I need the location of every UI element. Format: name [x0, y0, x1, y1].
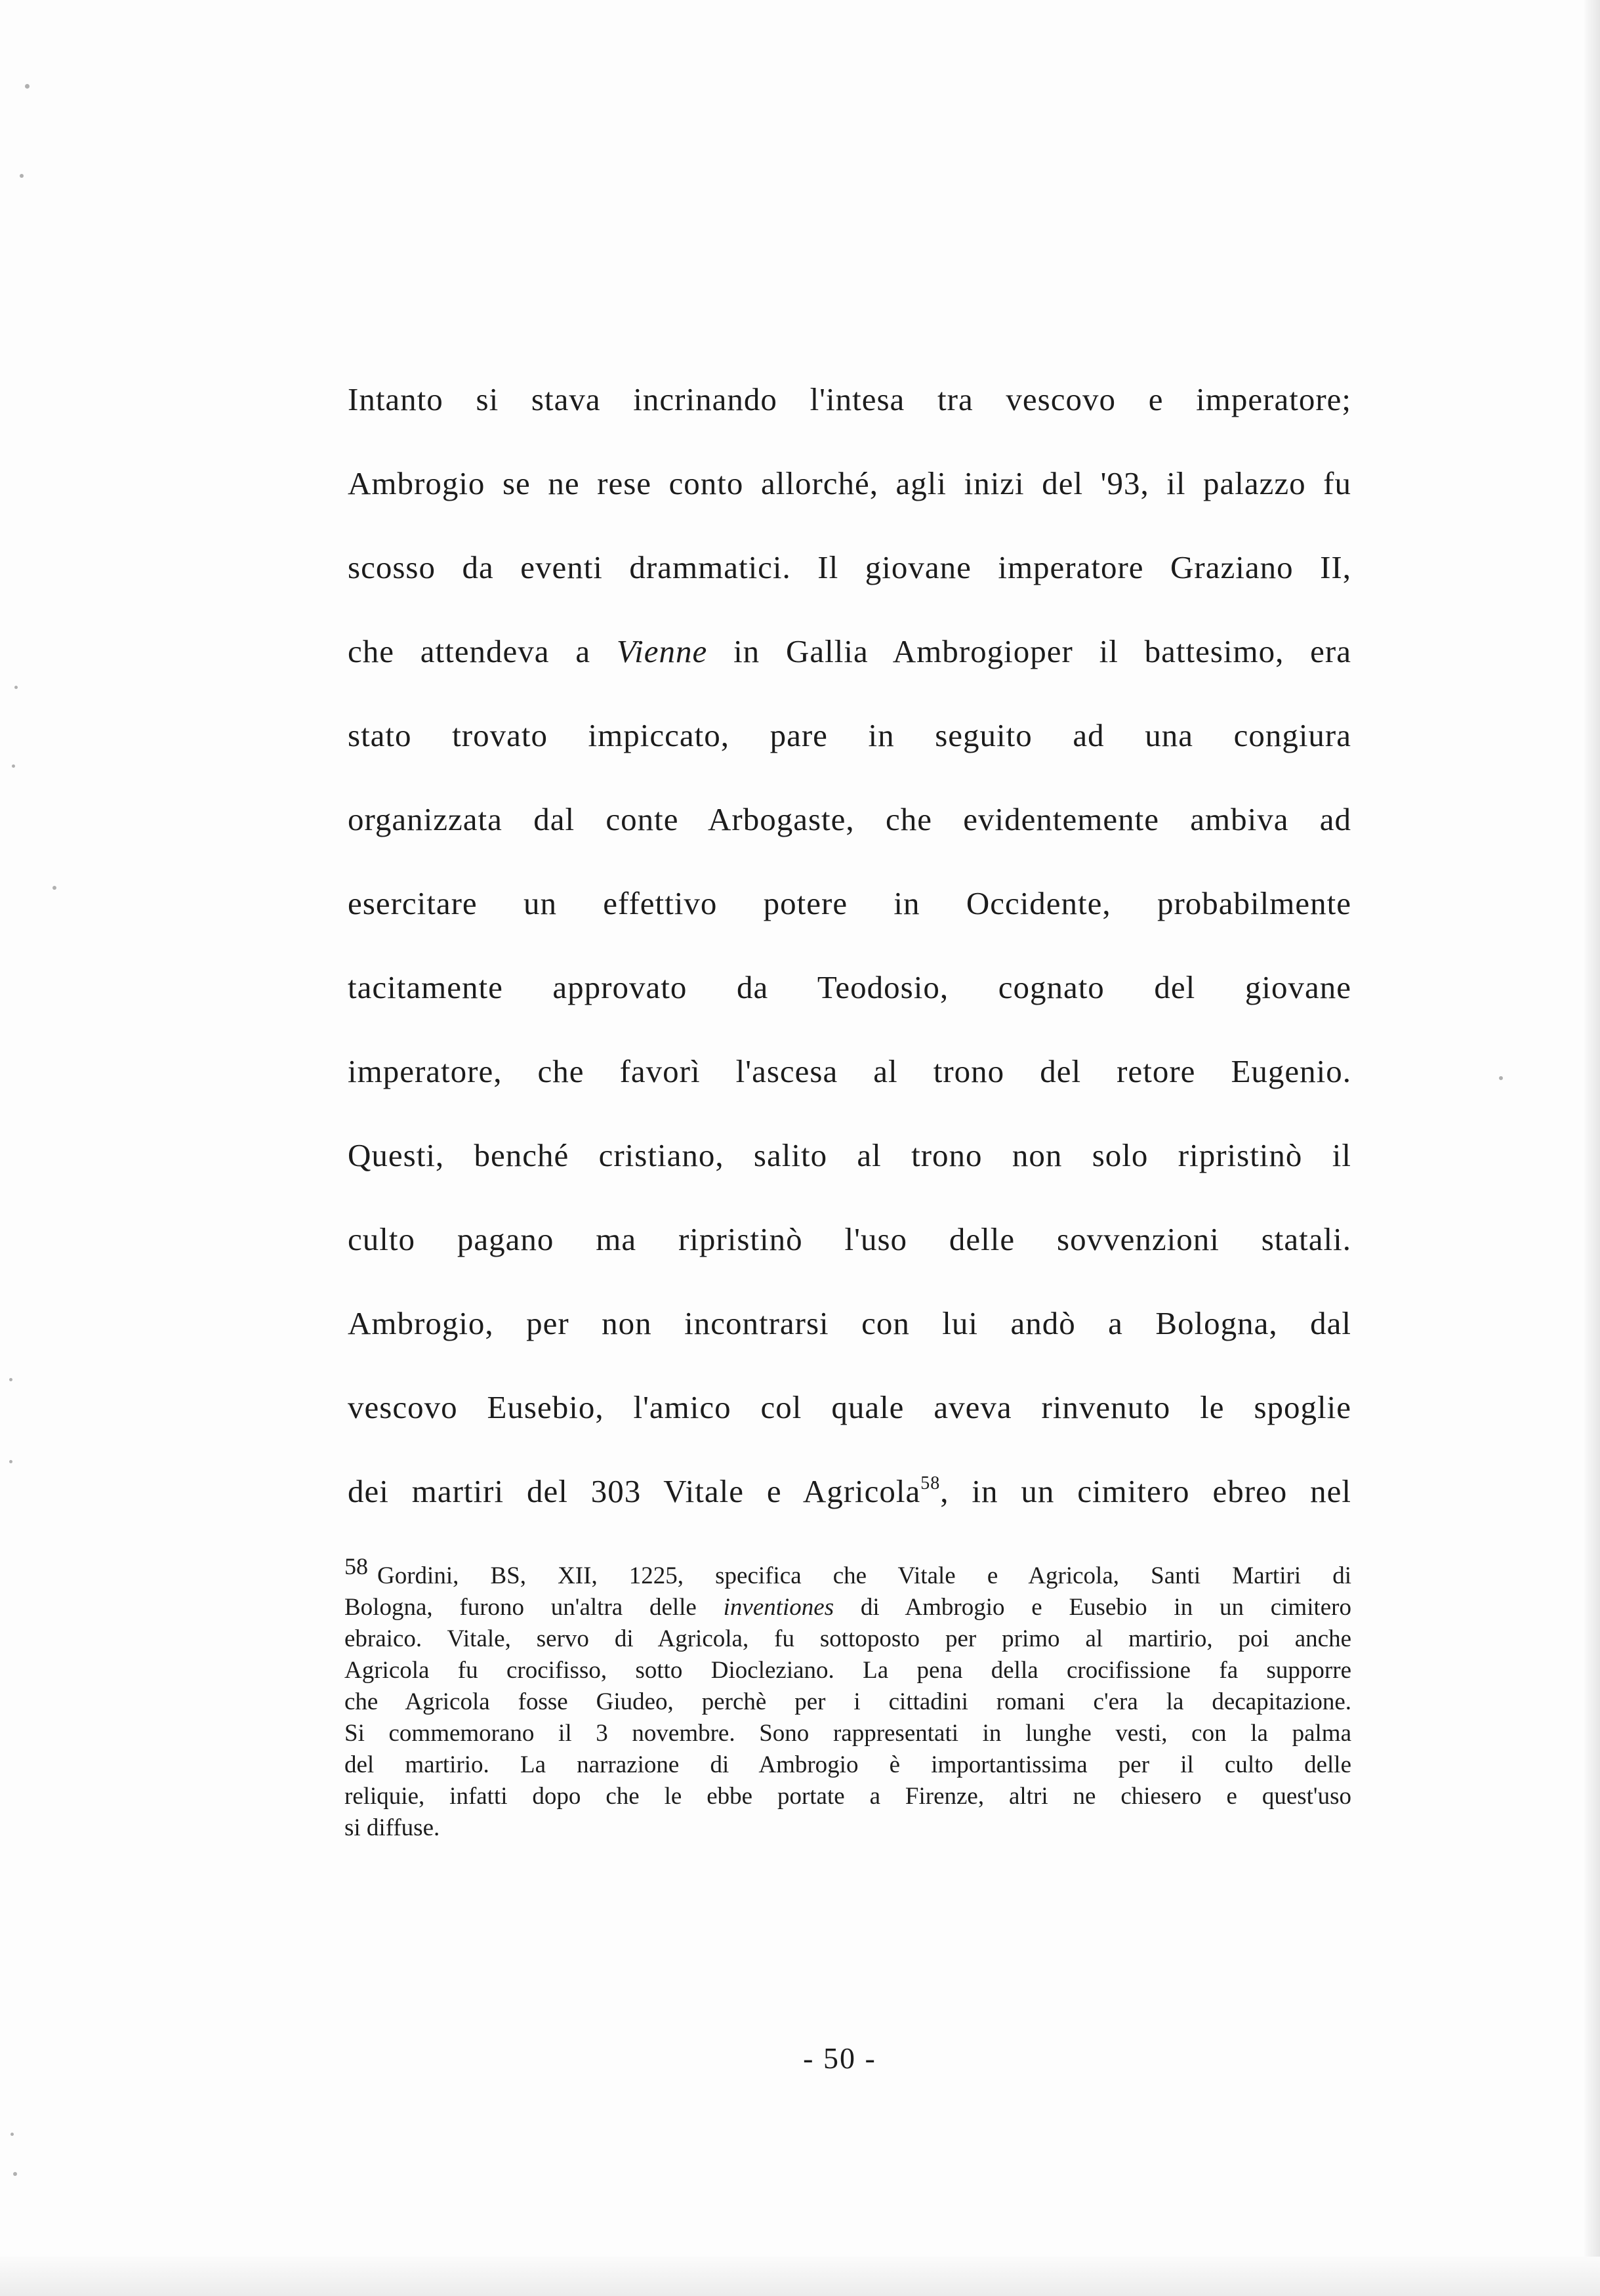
page-edge-right	[1584, 0, 1600, 2296]
body-line: scosso da eventi drammatici. Il giovane imperatore Graziano II,	[348, 549, 1351, 585]
scan-speck	[25, 84, 30, 89]
text-run: di Ambrogio e Eusebio in un cimitero	[834, 1594, 1351, 1621]
footnote-reference[interactable]: 58	[920, 1473, 941, 1493]
page-number: - 50 -	[803, 2041, 876, 2075]
footnote	[344, 1553, 1351, 1844]
scan-speck	[52, 886, 56, 890]
text-run: dei martiri del 303 Vitale e Agricola	[348, 1473, 921, 1509]
body-line: esercitare un effettivo potere in Occidente, probabilmente	[348, 885, 1351, 921]
text-run: , in un cimitero ebreo nel	[940, 1473, 1352, 1509]
footnote-line: ebraico. Vitale, servo di Agricola, fu sottoposto per primo al martirio, poi anche	[344, 1625, 1351, 1652]
body-text	[348, 358, 1351, 1534]
body-line: Intanto si stava incrinando l'intesa tra vescovo e imperatore;	[348, 381, 1351, 417]
footnote-line: Agricola fu crocifisso, sotto Diocleziano. La pena della crocifissione fa supporre	[344, 1657, 1351, 1684]
body-line: culto pagano ma ripristinò l'uso delle sovvenzioni statali.	[348, 1221, 1351, 1257]
text-run: che attendeva a	[348, 633, 617, 669]
footnote-line	[344, 1592, 1351, 1623]
body-line: stato trovato impiccato, pare in seguito ad una congiura	[348, 717, 1351, 753]
page-edge-bottom	[0, 2257, 1600, 2296]
scan-speck	[1499, 1076, 1503, 1080]
text-run: in Gallia Ambrogioper il battesimo, era	[707, 633, 1351, 669]
footnote-line: che Agricola fosse Giudeo, perchè per i cittadini romani c'era la decapitazione.	[344, 1688, 1351, 1715]
body-line: imperatore, che favorì l'ascesa al trono del retore Eugenio.	[348, 1053, 1351, 1089]
body-line: Ambrogio, per non incontrarsi con lui andò a Bologna, dal	[348, 1305, 1351, 1341]
scan-speck	[9, 1460, 12, 1463]
footnote-line: si diffuse.	[344, 1814, 440, 1841]
body-line: Questi, benché cristiano, salito al trono non solo ripristinò il	[348, 1137, 1351, 1173]
text-run: Gordini, BS, XII, 1225, specifica che Vitale e Agricola, Santi Martiri di	[377, 1562, 1351, 1589]
body-line	[348, 1450, 1351, 1534]
text-run: Bologna, furono un'altra delle	[344, 1594, 724, 1621]
latin-term-italic: inventiones	[723, 1594, 834, 1621]
body-line	[348, 610, 1351, 694]
footnote-line: del martirio. La narrazione di Ambrogio è importantissima per il culto delle	[344, 1751, 1351, 1778]
footnote-line: Si commemorano il 3 novembre. Sono rappresentati in lunghe vesti, con la palma	[344, 1720, 1351, 1747]
body-line: tacitamente approvato da Teodosio, cognato del giovane	[348, 969, 1351, 1005]
scan-speck	[13, 2172, 17, 2176]
scan-speck	[9, 1378, 12, 1381]
scan-speck	[20, 174, 24, 178]
body-line: Ambrogio se ne rese conto allorché, agli inizi del '93, il palazzo fu	[348, 465, 1351, 501]
place-name-italic: Vienne	[616, 633, 708, 669]
body-line: vescovo Eusebio, l'amico col quale aveva rinvenuto le spoglie	[348, 1389, 1351, 1425]
scan-speck	[14, 686, 18, 689]
footnote-line	[344, 1553, 1351, 1592]
body-line: organizzata dal conte Arbogaste, che evidentemente ambiva ad	[348, 801, 1351, 837]
footnote-marker: 58	[344, 1553, 368, 1579]
footnote-line: reliquie, infatti dopo che le ebbe portate a Firenze, altri ne chiesero e quest'uso	[344, 1783, 1351, 1810]
scan-speck	[12, 764, 15, 768]
scan-speck	[10, 2133, 14, 2136]
